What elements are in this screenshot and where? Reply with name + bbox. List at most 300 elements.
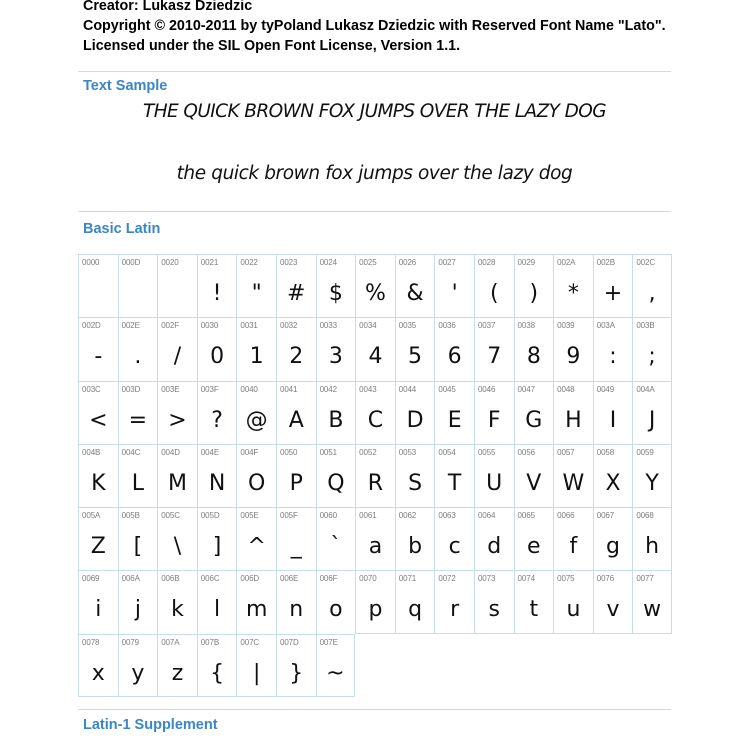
codepoint-label: 006E — [279, 574, 299, 584]
glyph-cell — [553, 570, 593, 633]
glyph-cell — [78, 570, 118, 633]
glyph-char: ( — [489, 281, 499, 306]
glyph-char: q — [408, 597, 423, 623]
license-line: Licensed under the SIL Open Font License, Version 1.1. — [83, 38, 461, 54]
glyph-char: 8 — [526, 344, 541, 370]
codepoint-label: 003B — [636, 321, 655, 331]
codepoint-label: 0078 — [82, 637, 100, 647]
glyph-char: [ — [133, 534, 143, 560]
codepoint-label: 0072 — [438, 574, 456, 584]
codepoint-label: 004D — [161, 447, 180, 457]
glyph-char: Y — [645, 470, 659, 496]
codepoint-label: 0075 — [557, 574, 575, 584]
glyph-char: * — [567, 281, 579, 306]
glyph-char: M — [167, 470, 187, 496]
glyph-cell — [236, 570, 276, 633]
glyph-char: Q — [327, 470, 345, 496]
glyph-cell — [395, 381, 435, 444]
glyph-cell — [276, 317, 316, 380]
glyph-cell — [78, 381, 118, 444]
glyph-char: & — [406, 281, 424, 306]
codepoint-label: 0066 — [557, 511, 575, 521]
codepoint-label: 005A — [82, 511, 101, 521]
glyph-char: m — [245, 597, 268, 623]
glyph-char: R — [367, 470, 384, 496]
glyph-char: z — [171, 660, 184, 686]
codepoint-label: 004C — [121, 447, 141, 457]
glyph-cell — [355, 444, 395, 507]
glyph-cell — [395, 254, 435, 317]
glyph-char: 9 — [566, 344, 581, 370]
glyph-cell — [197, 634, 237, 697]
glyph-cell — [316, 444, 356, 507]
codepoint-label: 005D — [200, 511, 220, 521]
codepoint-label: 0068 — [636, 511, 654, 521]
codepoint-label: 0023 — [279, 258, 298, 267]
glyph-cell — [553, 317, 593, 380]
glyph-cell — [514, 254, 554, 317]
glyph-cell — [316, 317, 356, 380]
glyph-cell — [632, 254, 672, 317]
glyph-cell — [316, 507, 356, 570]
glyph-char: 1 — [249, 344, 264, 370]
glyph-char: ) — [529, 281, 539, 306]
codepoint-label: 0070 — [359, 574, 377, 584]
glyph-cell — [118, 444, 158, 507]
codepoint-label: 0051 — [319, 447, 337, 457]
glyph-cell — [514, 317, 554, 380]
glyph-char: | — [252, 660, 261, 686]
codepoint-label: 007C — [240, 637, 260, 647]
codepoint-label: 005F — [279, 511, 298, 521]
glyph-char: ~ — [326, 660, 345, 686]
glyph-cell — [197, 444, 237, 507]
codepoint-label: 004B — [82, 447, 101, 457]
glyph-cell — [395, 570, 435, 633]
divider — [78, 71, 671, 72]
glyph-cell — [197, 254, 237, 317]
glyph-cell — [514, 381, 554, 444]
glyph-char: o — [329, 597, 343, 623]
codepoint-label: 0063 — [438, 511, 456, 521]
glyph-char: < — [89, 407, 108, 433]
glyph-cell — [78, 317, 118, 380]
glyph-char: c — [448, 534, 461, 560]
codepoint-label: 0053 — [398, 447, 417, 457]
glyph-char: n — [289, 597, 304, 623]
codepoint-label: 0033 — [319, 321, 337, 331]
glyph-cell — [553, 444, 593, 507]
codepoint-label: 003F — [200, 384, 219, 394]
glyph-char: } — [289, 660, 304, 686]
codepoint-label: 0050 — [279, 447, 298, 457]
glyph-cell — [355, 507, 395, 570]
glyph-char: s — [488, 597, 500, 623]
glyph-cell — [118, 254, 158, 317]
glyph-cell — [118, 507, 158, 570]
codepoint-label: 0043 — [359, 384, 377, 394]
glyph-char: L — [131, 470, 145, 496]
glyph-char: j — [134, 597, 141, 623]
sample-uppercase: THE QUICK BROWN FOX JUMPS OVER THE LAZY DOG — [143, 101, 606, 122]
glyph-cell — [593, 254, 633, 317]
codepoint-label: 0036 — [438, 321, 456, 331]
glyph-char: u — [566, 597, 581, 623]
codepoint-label: 006C — [200, 574, 220, 584]
codepoint-label: 0049 — [596, 384, 615, 394]
glyph-char: = — [128, 407, 148, 433]
glyph-cell — [395, 317, 435, 380]
glyph-cell — [593, 444, 633, 507]
codepoint-label: 0064 — [477, 511, 496, 521]
glyph-char: l — [214, 597, 221, 623]
glyph-char: - — [94, 344, 103, 370]
codepoint-label: 0025 — [359, 258, 377, 267]
glyph-cell — [118, 381, 158, 444]
glyph-char: : — [609, 344, 617, 370]
codepoint-label: 0021 — [200, 258, 219, 267]
glyph-cell — [434, 254, 474, 317]
glyph-char: + — [603, 281, 623, 306]
codepoint-label: 0026 — [398, 258, 417, 267]
codepoint-label: 0030 — [200, 321, 219, 331]
glyph-cell — [197, 570, 237, 633]
glyph-cell — [118, 317, 158, 380]
glyph-cell — [395, 444, 435, 507]
glyph-cell — [434, 444, 474, 507]
codepoint-label: 005B — [121, 511, 140, 521]
codepoint-label: 0041 — [279, 384, 298, 394]
glyph-cell — [157, 634, 197, 697]
glyph-char: ` — [330, 534, 342, 560]
glyph-char: B — [328, 407, 344, 433]
glyph-char: 2 — [289, 344, 304, 370]
glyph-char: y — [131, 660, 145, 686]
glyph-char: w — [643, 597, 662, 623]
codepoint-label: 0045 — [438, 384, 456, 394]
glyph-cell — [236, 634, 276, 697]
glyph-cell — [434, 381, 474, 444]
codepoint-label: 004F — [240, 447, 259, 457]
glyph-cell — [78, 507, 118, 570]
glyph-cell — [553, 381, 593, 444]
codepoint-label: 0048 — [557, 384, 575, 394]
glyph-cell — [316, 381, 356, 444]
glyph-cell — [514, 507, 554, 570]
glyph-char: % — [365, 281, 386, 306]
codepoint-label: 0029 — [517, 258, 535, 267]
glyph-char: v — [606, 597, 620, 623]
glyph-cell — [236, 254, 276, 317]
creator-line: Creator: Lukasz Dziedzic — [83, 0, 253, 14]
glyph-char: f — [569, 534, 578, 560]
glyph-cell — [593, 570, 633, 633]
glyph-char: P — [289, 470, 303, 496]
codepoint-label: 0073 — [477, 574, 496, 584]
glyph-cell — [474, 254, 514, 317]
codepoint-label: 002D — [82, 321, 101, 331]
codepoint-label: 0074 — [517, 574, 535, 584]
codepoint-label: 0046 — [477, 384, 496, 394]
codepoint-label: 0079 — [121, 637, 139, 647]
glyph-cell — [236, 381, 276, 444]
glyph-char: h — [645, 534, 660, 560]
glyph-cell — [78, 634, 118, 697]
glyph-char: e — [527, 534, 541, 560]
codepoint-label: 0077 — [636, 574, 654, 584]
glyph-cell — [474, 570, 514, 633]
glyph-char: I — [609, 407, 617, 433]
glyph-cell — [632, 570, 672, 633]
glyph-char: ^ — [247, 534, 266, 560]
codepoint-label: 0057 — [557, 447, 575, 457]
codepoint-label: 0031 — [240, 321, 258, 331]
glyph-char: T — [447, 470, 462, 496]
codepoint-label: 0047 — [517, 384, 535, 394]
glyph-char: ! — [212, 281, 222, 306]
glyph-cell — [236, 507, 276, 570]
glyph-char: O — [248, 470, 266, 496]
glyph-char: ; — [648, 344, 656, 370]
glyph-cell — [276, 381, 316, 444]
divider — [78, 211, 671, 212]
glyph-char: ] — [212, 534, 222, 560]
codepoint-label: 0061 — [359, 511, 377, 521]
codepoint-label: 0037 — [477, 321, 496, 331]
codepoint-label: 0000 — [82, 258, 100, 267]
glyph-cell — [514, 570, 554, 633]
glyph-char: # — [287, 281, 306, 306]
glyph-cell — [474, 317, 514, 380]
glyph-char: $ — [328, 281, 343, 306]
glyph-char: x — [91, 660, 105, 686]
glyph-cell — [474, 507, 514, 570]
glyph-cell — [632, 317, 672, 380]
codepoint-label: 006A — [121, 574, 140, 584]
glyph-char: @ — [245, 407, 268, 433]
glyph-char: ' — [451, 281, 458, 306]
glyph-cell — [632, 444, 672, 507]
glyph-cell — [553, 254, 593, 317]
codepoint-label: 006F — [319, 574, 338, 584]
glyph-cell — [157, 570, 197, 633]
glyph-char: D — [406, 407, 424, 433]
codepoint-label: 0044 — [398, 384, 417, 394]
basic-latin-title: Basic Latin — [83, 221, 161, 237]
codepoint-label: 0055 — [477, 447, 496, 457]
codepoint-label: 004A — [636, 384, 655, 394]
codepoint-label: 0027 — [438, 258, 456, 267]
codepoint-label: 0054 — [438, 447, 456, 457]
codepoint-label: 0060 — [319, 511, 337, 521]
glyph-char: A — [288, 407, 304, 433]
codepoint-label: 0034 — [359, 321, 377, 331]
codepoint-label: 0035 — [398, 321, 417, 331]
codepoint-label: 0058 — [596, 447, 615, 457]
glyph-char: K — [91, 470, 106, 496]
codepoint-label: 0056 — [517, 447, 535, 457]
sample-lowercase: the quick brown fox jumps over the lazy dog — [176, 163, 573, 184]
codepoint-label: 003A — [596, 321, 616, 331]
font-info-header — [83, 0, 666, 56]
codepoint-label: 003D — [121, 384, 141, 394]
glyph-char: N — [208, 470, 226, 496]
glyph-char: _ — [290, 534, 302, 560]
glyph-cell — [632, 507, 672, 570]
glyph-cell — [593, 381, 633, 444]
glyph-cell — [316, 570, 356, 633]
codepoint-label: 006B — [161, 574, 180, 584]
glyph-cell — [157, 507, 197, 570]
glyph-cell — [157, 317, 197, 380]
glyph-cell — [157, 444, 197, 507]
glyph-cell — [434, 317, 474, 380]
glyph-cell — [434, 507, 474, 570]
latin1-supplement-title: Latin-1 Supplement — [83, 717, 218, 733]
copyright-line: Copyright © 2010-2011 by tyPoland Lukasz Dziedzic with Reserved Font Name "Lato". — [83, 18, 666, 34]
codepoint-label: 002C — [636, 258, 656, 267]
glyph-cell — [514, 444, 554, 507]
codepoint-label: 005C — [161, 511, 180, 521]
glyph-cell — [157, 254, 197, 317]
codepoint-label: 0062 — [398, 511, 417, 521]
glyph-char: C — [367, 407, 384, 433]
glyph-cell — [316, 634, 356, 697]
glyph-cell — [474, 444, 514, 507]
glyph-cell — [434, 570, 474, 633]
codepoint-label: 0040 — [240, 384, 258, 394]
glyph-char: 7 — [487, 344, 502, 370]
glyph-cell — [197, 381, 237, 444]
glyph-char: > — [168, 407, 187, 433]
codepoint-label: 0022 — [240, 258, 258, 267]
glyph-char: V — [526, 470, 542, 496]
glyph-char: d — [487, 534, 502, 560]
glyph-cell — [78, 254, 118, 317]
glyph-char: i — [95, 597, 102, 623]
codepoint-label: 0067 — [596, 511, 615, 521]
glyph-cell — [355, 570, 395, 633]
codepoint-label: 0028 — [477, 258, 496, 267]
glyph-grid — [78, 254, 672, 697]
glyph-char: G — [525, 407, 543, 433]
codepoint-label: 0065 — [517, 511, 535, 521]
glyph-char: a — [368, 534, 383, 560]
glyph-char: 4 — [368, 344, 383, 370]
glyph-char: g — [606, 534, 620, 560]
glyph-char: ? — [211, 407, 223, 433]
codepoint-label: 002B — [596, 258, 616, 267]
glyph-char: 0 — [210, 344, 225, 370]
codepoint-label: 0076 — [596, 574, 615, 584]
glyph-char: H — [565, 407, 582, 433]
codepoint-label: 006D — [240, 574, 260, 584]
glyph-char: " — [251, 281, 262, 306]
glyph-char: F — [487, 407, 501, 433]
glyph-cell — [118, 570, 158, 633]
codepoint-label: 002E — [121, 321, 140, 331]
glyph-cell — [553, 507, 593, 570]
glyph-cell — [276, 254, 316, 317]
codepoint-label: 002F — [161, 321, 180, 331]
glyph-char: U — [486, 470, 503, 496]
codepoint-label: 000D — [121, 258, 141, 267]
codepoint-label: 0059 — [636, 447, 654, 457]
glyph-char: S — [408, 470, 423, 496]
glyph-char: t — [529, 597, 539, 623]
text-sample-title: Text Sample — [83, 78, 168, 94]
codepoint-label: 0032 — [279, 321, 298, 331]
glyph-cell — [276, 444, 316, 507]
codepoint-label: 007A — [161, 637, 180, 647]
glyph-cell — [118, 634, 158, 697]
codepoint-label: 0038 — [517, 321, 535, 331]
glyph-cell — [593, 317, 633, 380]
glyph-cell — [474, 381, 514, 444]
codepoint-label: 0024 — [319, 258, 337, 267]
codepoint-label: 002A — [557, 258, 576, 267]
glyph-cell — [316, 254, 356, 317]
glyph-cell — [197, 507, 237, 570]
glyph-cell — [197, 317, 237, 380]
codepoint-label: 003E — [161, 384, 180, 394]
glyph-char: Z — [90, 534, 106, 560]
codepoint-label: 0071 — [398, 574, 417, 584]
glyph-char: p — [368, 597, 383, 623]
glyph-char: X — [605, 470, 621, 496]
glyph-char: , — [648, 281, 656, 306]
glyph-char: . — [134, 344, 142, 370]
codepoint-label: 004E — [200, 447, 220, 457]
glyph-cell — [157, 381, 197, 444]
glyph-cell — [276, 507, 316, 570]
codepoint-label: 0039 — [557, 321, 575, 331]
glyph-char: J — [648, 407, 656, 433]
glyph-cell — [593, 507, 633, 570]
glyph-cell — [355, 317, 395, 380]
glyph-char: 3 — [328, 344, 343, 370]
glyph-cell — [632, 381, 672, 444]
glyph-char: 6 — [447, 344, 462, 370]
glyph-char: / — [173, 344, 182, 370]
glyph-cell — [395, 507, 435, 570]
glyph-char: W — [562, 470, 585, 496]
glyph-char: r — [450, 597, 460, 623]
codepoint-label: 007D — [279, 637, 299, 647]
glyph-cell — [276, 570, 316, 633]
glyph-char: { — [210, 660, 225, 686]
glyph-char: \ — [173, 534, 182, 560]
glyph-cell — [355, 381, 395, 444]
codepoint-label: 0069 — [82, 574, 100, 584]
glyph-cell — [236, 444, 276, 507]
glyph-char: E — [447, 407, 462, 433]
codepoint-label: 003C — [82, 384, 101, 394]
glyph-cell — [276, 634, 316, 697]
codepoint-label: 007E — [319, 637, 338, 647]
glyph-char: k — [171, 597, 184, 623]
glyph-char: 5 — [408, 344, 423, 370]
codepoint-label: 0052 — [359, 447, 377, 457]
glyph-char: b — [408, 534, 423, 560]
glyph-cell — [236, 317, 276, 380]
divider — [78, 709, 671, 710]
glyph-cell — [355, 254, 395, 317]
codepoint-label: 007B — [200, 637, 220, 647]
codepoint-label: 005E — [240, 511, 259, 521]
glyph-cell — [78, 444, 118, 507]
codepoint-label: 0020 — [161, 258, 179, 267]
